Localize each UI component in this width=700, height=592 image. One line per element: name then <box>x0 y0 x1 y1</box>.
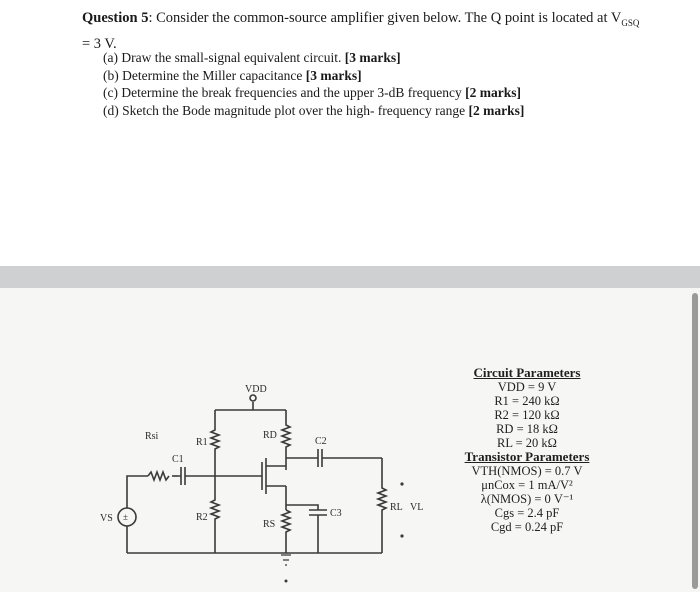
circuit-diagram <box>0 288 470 592</box>
part-d: (d) Sketch the Bode magnitude plot over the high- frequency range [2 marks] <box>103 102 525 118</box>
transistor-parameters-title: Transistor Parameters <box>464 449 590 464</box>
label-rl: RL <box>390 502 403 513</box>
label-vs: VS <box>100 513 113 524</box>
part-a: (a) Draw the small-signal equivalent circuit. [3 marks] <box>103 50 401 65</box>
scrollbar[interactable] <box>692 293 698 589</box>
label-c3: C3 <box>330 508 342 519</box>
part-c: (c) Determine the break frequencies and the upper 3-dB frequency [2 marks] <box>103 85 521 100</box>
question-label: Question 5 <box>82 10 149 26</box>
question-parts <box>103 49 524 119</box>
param-r2: R2 = 120 kΩ <box>494 408 560 422</box>
label-rd: RD <box>263 430 277 441</box>
param-cgd: Cgd = 0.24 pF <box>490 520 564 534</box>
label-vl: VL <box>410 502 424 513</box>
label-vdd: VDD <box>245 384 267 395</box>
question-body-2: = 3 V. <box>82 35 117 52</box>
param-rd: RD = 18 kΩ <box>496 422 558 436</box>
label-rs: RS <box>263 519 276 530</box>
param-lambda: λ(NMOS) = 0 V⁻¹ <box>480 492 574 506</box>
question-body: : Consider the common-source amplifier given below. The Q point is located at V <box>148 10 622 26</box>
param-rl: RL = 20 kΩ <box>497 436 557 450</box>
param-r1: R1 = 240 kΩ <box>494 394 560 408</box>
parameters-panel <box>462 366 592 534</box>
part-b: (b) Determine the Miller capacitance [3 marks] <box>103 67 362 83</box>
label-rsi: Rsi <box>145 431 159 442</box>
vgsq-subscript: GSQ <box>621 17 640 28</box>
param-vth: VTH(NMOS) = 0.7 V <box>471 464 583 478</box>
label-r1: R1 <box>196 437 208 448</box>
source-polarity-icon: ± <box>123 512 128 522</box>
label-c1: C1 <box>172 454 184 465</box>
question-area <box>0 0 700 266</box>
param-cgs: Cgs = 2.4 pF <box>494 506 560 520</box>
divider-band <box>0 266 700 288</box>
label-r2: R2 <box>196 512 208 523</box>
param-uncox: μnCox = 1 mA/V² <box>481 478 573 492</box>
label-c2: C2 <box>315 436 327 447</box>
param-vdd: VDD = 9 V <box>497 380 557 394</box>
circuit-parameters-title: Circuit Parameters <box>473 365 581 380</box>
question-text <box>82 8 662 55</box>
